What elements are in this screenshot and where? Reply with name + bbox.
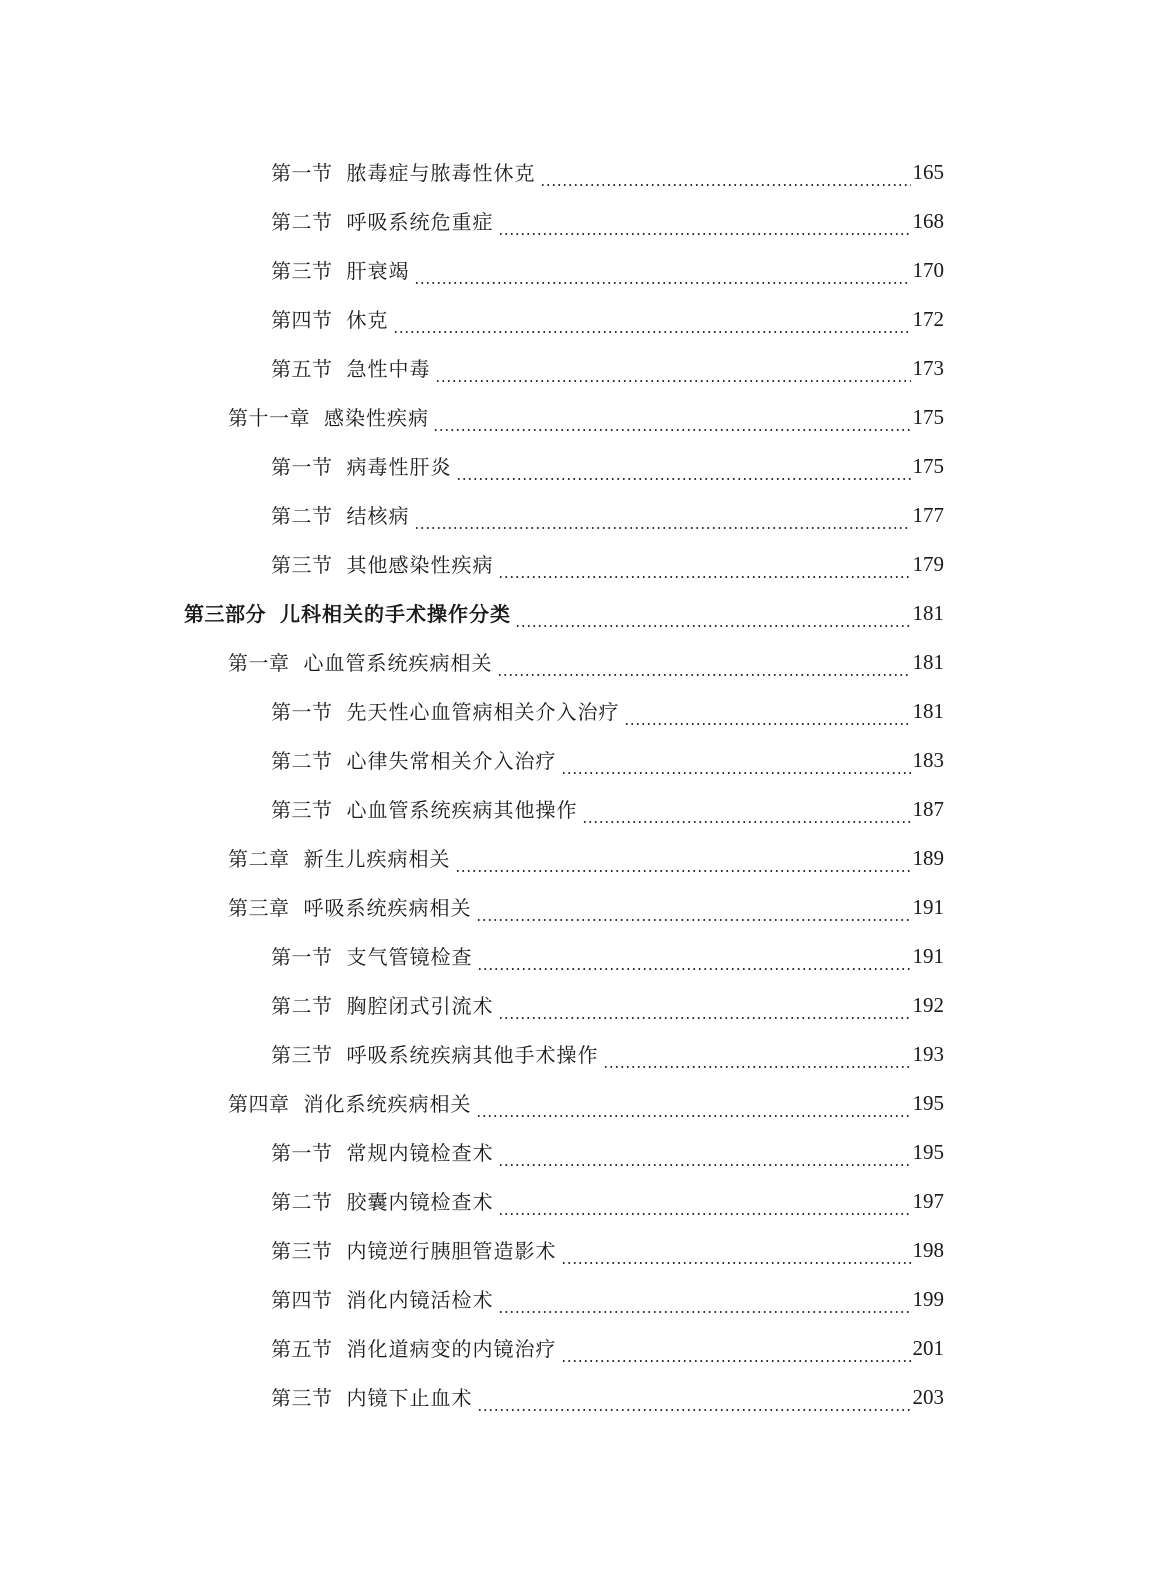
toc-entry-number: 第四节 xyxy=(271,307,333,332)
toc-page-number: 199 xyxy=(912,1287,944,1311)
toc-page-number: 192 xyxy=(912,993,944,1017)
toc-entry-title: 消化道病变的内镜治疗 xyxy=(346,1336,557,1361)
toc-page-number: 195 xyxy=(912,1140,944,1164)
toc-entry-label xyxy=(271,993,494,1018)
toc-entry-title: 心律失常相关介入治疗 xyxy=(346,748,557,773)
dot-leader xyxy=(582,821,911,823)
toc-entry-label xyxy=(271,356,431,381)
dot-leader xyxy=(561,772,911,774)
dot-leader xyxy=(498,1017,911,1019)
dot-leader xyxy=(498,233,911,235)
toc-entry-title: 呼吸系统危重症 xyxy=(346,209,494,234)
toc-page-number: 191 xyxy=(912,944,944,968)
toc-section-entry[interactable] xyxy=(0,344,1152,393)
toc-entry-title: 病毒性肝炎 xyxy=(346,454,452,479)
toc-chapter-entry[interactable] xyxy=(0,883,1152,932)
toc-section-entry[interactable] xyxy=(0,148,1152,197)
toc-section-entry[interactable] xyxy=(0,197,1152,246)
toc-page-number: 173 xyxy=(912,356,944,380)
dot-leader xyxy=(393,331,911,333)
toc-entry-number: 第二节 xyxy=(271,1189,333,1214)
toc-entry-title: 胶囊内镜检查术 xyxy=(346,1189,494,1214)
dot-leader xyxy=(624,723,911,725)
toc-section-entry[interactable] xyxy=(0,1226,1152,1275)
toc-entry-title: 呼吸系统疾病其他手术操作 xyxy=(346,1042,599,1067)
dot-leader xyxy=(477,1409,911,1411)
toc-chapter-entry[interactable] xyxy=(0,393,1152,442)
toc-entry-title: 休克 xyxy=(346,307,389,332)
toc-entry-label xyxy=(271,1385,473,1410)
toc-entry-title: 先天性心血管病相关介入治疗 xyxy=(346,699,620,724)
toc-entry-number: 第三节 xyxy=(271,1042,333,1067)
toc-chapter-entry[interactable] xyxy=(0,1079,1152,1128)
dot-leader xyxy=(455,870,911,872)
toc-section-entry[interactable] xyxy=(0,687,1152,736)
toc-entry-title: 内镜逆行胰胆管造影术 xyxy=(346,1238,557,1263)
dot-leader xyxy=(540,184,911,186)
toc-entry-title: 脓毒症与脓毒性休克 xyxy=(346,160,536,185)
toc-section-entry[interactable] xyxy=(0,1373,1152,1422)
toc-entry-title: 感染性疾病 xyxy=(324,405,429,430)
toc-page-number: 179 xyxy=(912,552,944,576)
toc-entry-number: 第三节 xyxy=(271,552,333,577)
toc-entry-number: 第一节 xyxy=(271,160,333,185)
toc-entry-label xyxy=(228,846,451,871)
toc-page-number: 195 xyxy=(912,1091,944,1115)
toc-page-number: 181 xyxy=(912,601,944,625)
toc-entry-label xyxy=(184,601,511,626)
toc-entry-label xyxy=(271,748,557,773)
toc-section-entry[interactable] xyxy=(0,1128,1152,1177)
toc-section-entry[interactable] xyxy=(0,295,1152,344)
toc-entry-label xyxy=(228,1091,472,1116)
toc-page-number: 183 xyxy=(912,748,944,772)
dot-leader xyxy=(498,1164,911,1166)
toc-entry-label xyxy=(271,1287,494,1312)
toc-entry-label xyxy=(271,503,410,528)
toc-page-number: 189 xyxy=(912,846,944,870)
toc-entry-number: 第五节 xyxy=(271,1336,333,1361)
dot-leader xyxy=(476,1115,911,1117)
toc-section-entry[interactable] xyxy=(0,785,1152,834)
toc-section-entry[interactable] xyxy=(0,736,1152,785)
toc-entry-title: 结核病 xyxy=(346,503,410,528)
toc-entry-title: 儿科相关的手术操作分类 xyxy=(280,601,511,626)
toc-section-entry[interactable] xyxy=(0,932,1152,981)
toc-entry-number: 第四章 xyxy=(228,1091,290,1116)
toc-section-entry[interactable] xyxy=(0,442,1152,491)
toc-entry-number: 第一节 xyxy=(271,1140,333,1165)
toc-entry-number: 第二节 xyxy=(271,209,333,234)
toc-page-number: 187 xyxy=(912,797,944,821)
toc-entry-title: 呼吸系统疾病相关 xyxy=(303,895,472,920)
dot-leader xyxy=(561,1360,911,1362)
dot-leader xyxy=(603,1066,911,1068)
toc-page-number: 201 xyxy=(912,1336,944,1360)
toc-entry-label xyxy=(271,307,389,332)
toc-page-number: 177 xyxy=(912,503,944,527)
toc-entry-label xyxy=(228,405,429,430)
dot-leader xyxy=(476,919,911,921)
toc-page-number: 175 xyxy=(912,405,944,429)
dot-leader xyxy=(498,1311,911,1313)
toc-entry-label xyxy=(271,552,494,577)
toc-section-entry[interactable] xyxy=(0,1177,1152,1226)
toc-entry-number: 第三节 xyxy=(271,258,333,283)
toc-entry-label xyxy=(271,1042,599,1067)
dot-leader xyxy=(435,380,911,382)
toc-page-number: 170 xyxy=(912,258,944,282)
toc-page-number: 191 xyxy=(912,895,944,919)
dot-leader xyxy=(515,625,911,627)
toc-entry-label xyxy=(228,650,493,675)
toc-entry-number: 第二章 xyxy=(228,846,290,871)
toc-section-entry[interactable] xyxy=(0,1324,1152,1373)
toc-page-number: 168 xyxy=(912,209,944,233)
toc-entry-number: 第五节 xyxy=(271,356,333,381)
toc-page-number: 175 xyxy=(912,454,944,478)
dot-leader xyxy=(414,527,911,529)
toc-page-number: 165 xyxy=(912,160,944,184)
toc-entry-title: 心血管系统疾病其他操作 xyxy=(346,797,578,822)
toc-entry-number: 第四节 xyxy=(271,1287,333,1312)
toc-page-number: 172 xyxy=(912,307,944,331)
toc-entry-title: 其他感染性疾病 xyxy=(346,552,494,577)
toc-entry-number: 第三节 xyxy=(271,1238,333,1263)
toc-chapter-entry[interactable] xyxy=(0,834,1152,883)
toc-entry-label xyxy=(271,699,620,724)
dot-leader xyxy=(561,1262,911,1264)
toc-entry-number: 第十一章 xyxy=(228,405,310,430)
toc-entry-number: 第一节 xyxy=(271,454,333,479)
toc-entry-number: 第一节 xyxy=(271,944,333,969)
toc-entry-label xyxy=(271,1140,494,1165)
toc-page-number: 193 xyxy=(912,1042,944,1066)
toc-entry-title: 新生儿疾病相关 xyxy=(303,846,451,871)
toc-section-entry[interactable] xyxy=(0,1030,1152,1079)
toc-entry-title: 常规内镜检查术 xyxy=(346,1140,494,1165)
toc-page-number: 198 xyxy=(912,1238,944,1262)
toc-entry-label xyxy=(271,1336,557,1361)
toc-entry-title: 肝衰竭 xyxy=(346,258,410,283)
toc-entry-title: 消化系统疾病相关 xyxy=(303,1091,472,1116)
toc-page-number: 181 xyxy=(912,650,944,674)
toc-part-entry[interactable] xyxy=(0,589,1152,638)
toc-page-number: 197 xyxy=(912,1189,944,1213)
toc-entry-number: 第二节 xyxy=(271,748,333,773)
toc-entry-number: 第三章 xyxy=(228,895,290,920)
toc-entry-title: 内镜下止血术 xyxy=(346,1385,473,1410)
toc-entry-label xyxy=(271,454,452,479)
toc-entry-number: 第二节 xyxy=(271,993,333,1018)
toc-chapter-entry[interactable] xyxy=(0,638,1152,687)
toc-entry-number: 第二节 xyxy=(271,503,333,528)
toc-entry-label xyxy=(271,944,473,969)
toc-entry-title: 急性中毒 xyxy=(346,356,431,381)
dot-leader xyxy=(414,282,911,284)
toc-entry-label xyxy=(271,209,494,234)
toc-entry-title: 消化内镜活检术 xyxy=(346,1287,494,1312)
toc-entry-label xyxy=(271,797,578,822)
toc-entry-title: 支气管镜检查 xyxy=(346,944,473,969)
dot-leader xyxy=(433,429,911,431)
toc-section-entry[interactable] xyxy=(0,246,1152,295)
toc-entry-label xyxy=(271,1189,494,1214)
toc-section-entry[interactable] xyxy=(0,540,1152,589)
toc-entry-number: 第三节 xyxy=(271,797,333,822)
dot-leader xyxy=(456,478,911,480)
toc-entry-number: 第一章 xyxy=(228,650,290,675)
toc-entry-title: 心血管系统疾病相关 xyxy=(303,650,493,675)
dot-leader xyxy=(498,576,911,578)
dot-leader xyxy=(498,1213,911,1215)
toc-section-entry[interactable] xyxy=(0,981,1152,1030)
toc-entry-number: 第三节 xyxy=(271,1385,333,1410)
toc-entry-label xyxy=(228,895,472,920)
toc-page-number: 181 xyxy=(912,699,944,723)
toc-entry-number: 第一节 xyxy=(271,699,333,724)
dot-leader xyxy=(477,968,911,970)
toc-entry-title: 胸腔闭式引流术 xyxy=(346,993,494,1018)
toc-page-number: 203 xyxy=(912,1385,944,1409)
toc-entry-label xyxy=(271,258,410,283)
toc-entry-number: 第三部分 xyxy=(184,601,266,626)
toc-section-entry[interactable] xyxy=(0,1275,1152,1324)
toc-section-entry[interactable] xyxy=(0,491,1152,540)
dot-leader xyxy=(497,674,911,676)
table-of-contents xyxy=(0,148,1152,1422)
toc-entry-label xyxy=(271,1238,557,1263)
toc-entry-label xyxy=(271,160,536,185)
